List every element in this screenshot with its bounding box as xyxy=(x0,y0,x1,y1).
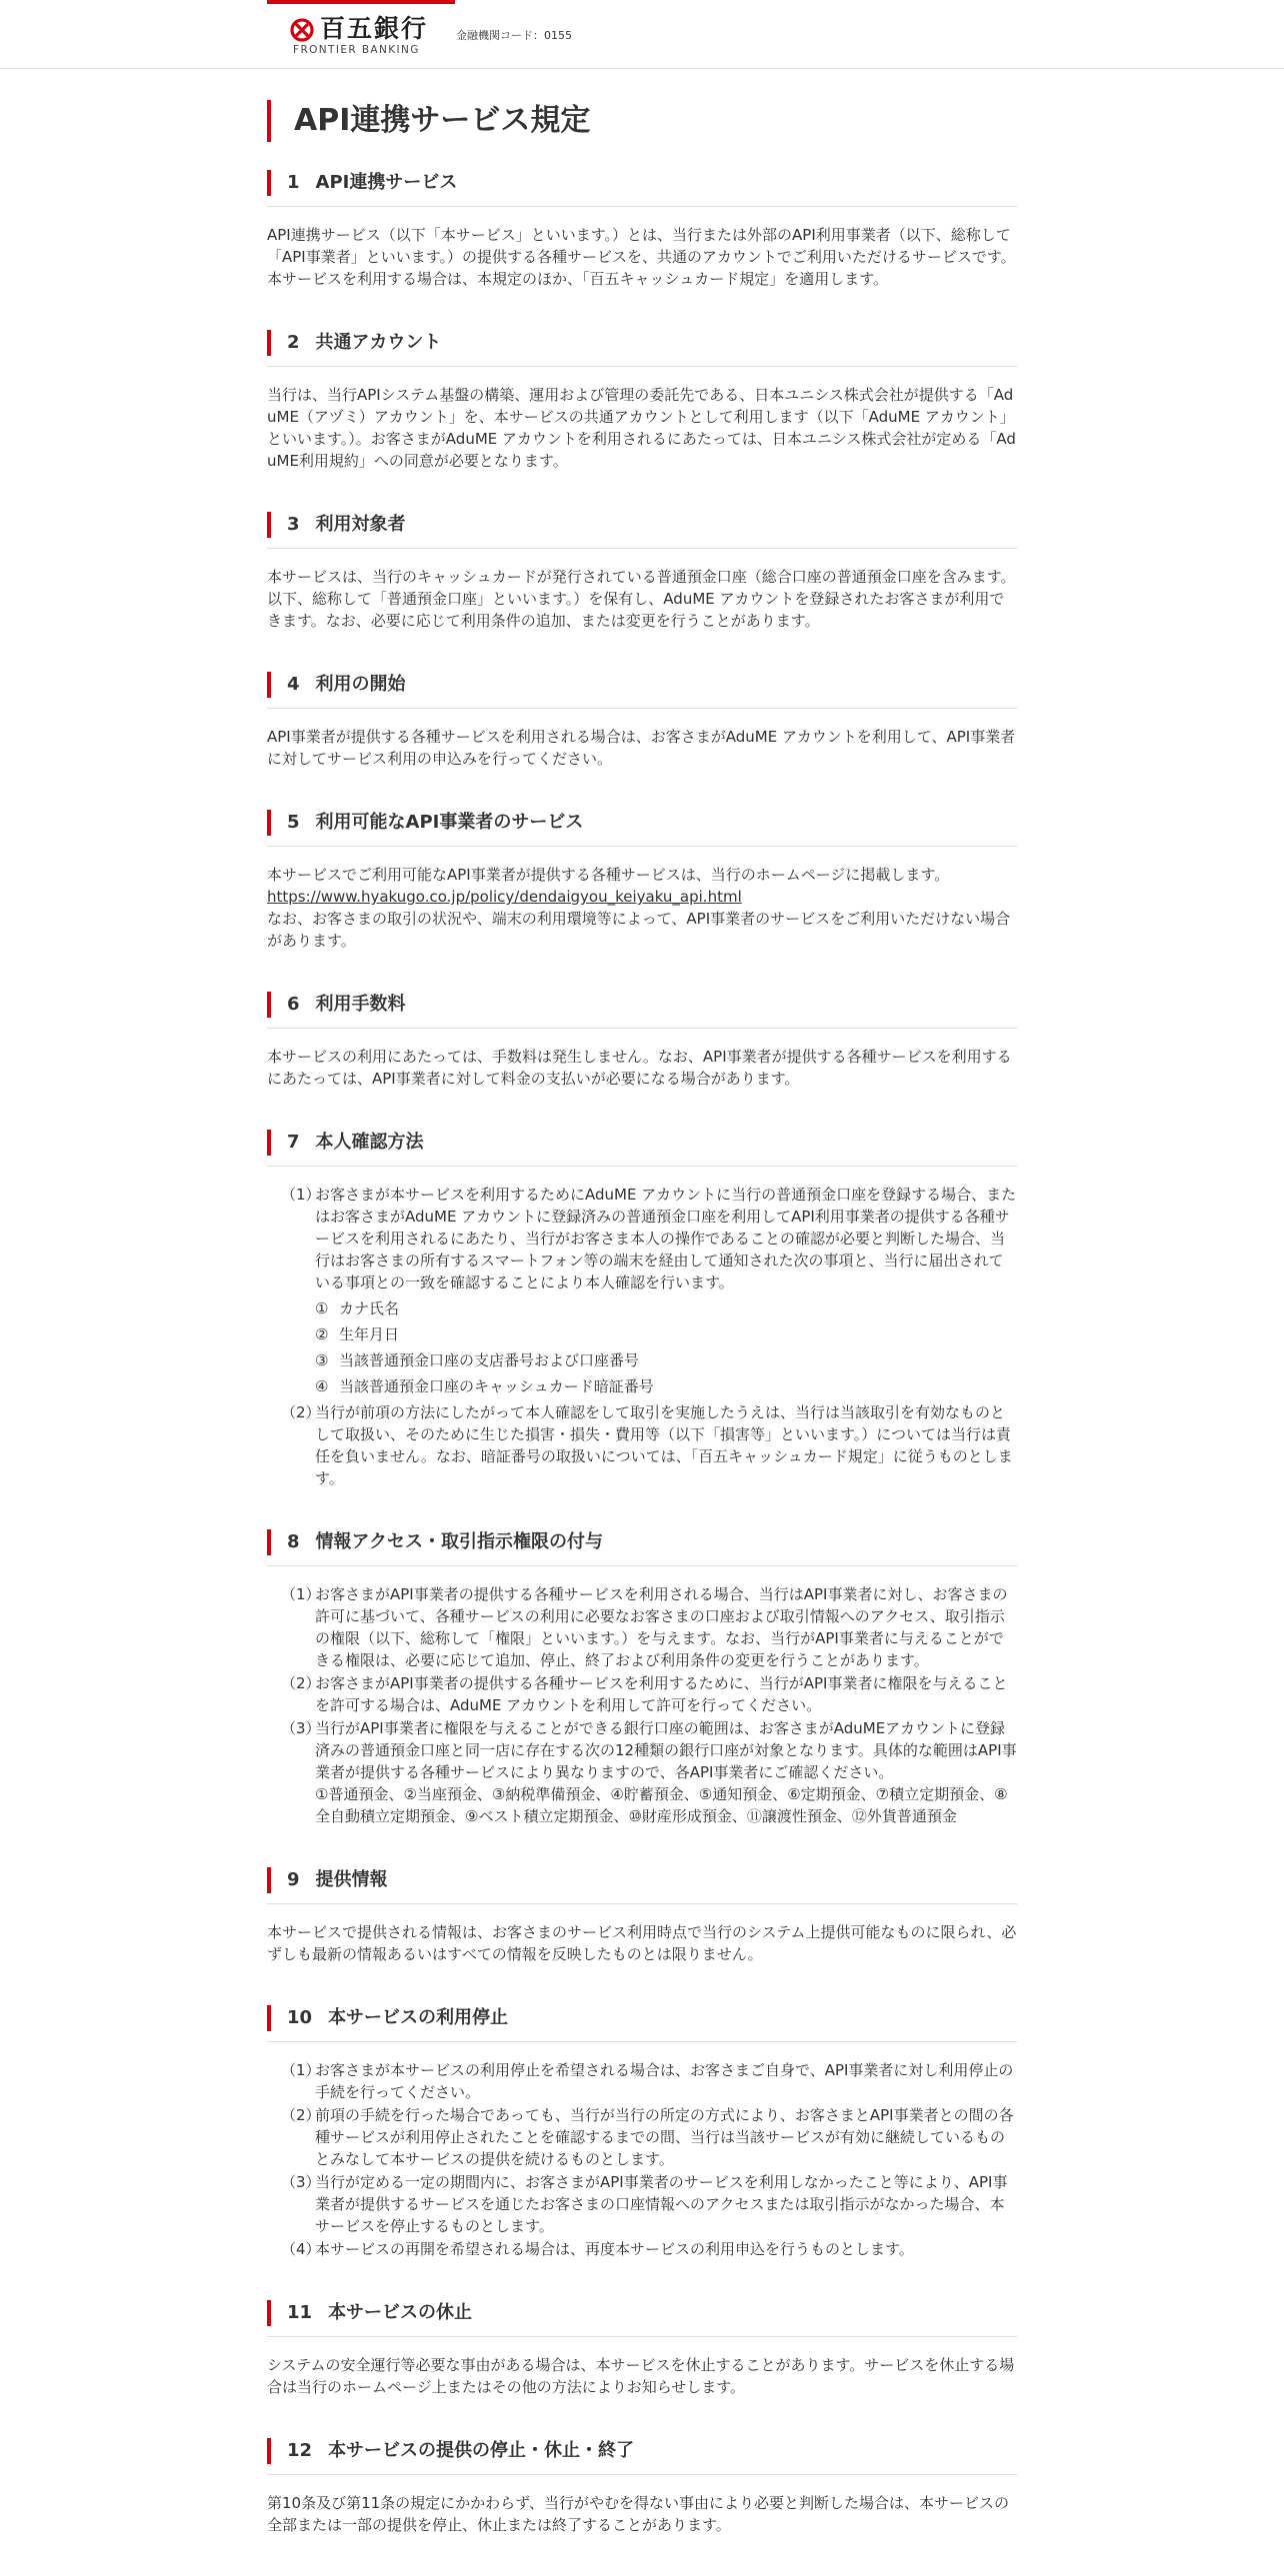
section-number: 11 xyxy=(287,2302,313,2323)
section-heading xyxy=(267,330,1017,356)
section-heading xyxy=(267,2300,1017,2326)
terms-section xyxy=(267,2438,1017,2536)
terms-section xyxy=(267,170,1017,290)
section-number: 5 xyxy=(287,812,300,833)
bank-code: 金融機関コード：0155 xyxy=(456,29,572,42)
list-item-number: （3） xyxy=(281,2173,321,2191)
list-item-note: ①普通預金、②当座預金、③納税準備預金、④貯蓄預金、⑤通知預金、⑥定期預金、⑦積立定期預金、⑧全自動積立定期預金、⑨ベスト積立定期預金、⑩財産形成預金、⑪譲渡性預金、⑫外貨普通預金 xyxy=(315,1785,1008,1825)
list-item-text: お客さまが本サービスの利用停止を希望される場合は、お客さまご自身で、API事業者に対し利用停止の手続を行ってください。 xyxy=(315,2061,1014,2101)
sub-list-item-text: 生年月日 xyxy=(339,1325,400,1343)
list-item-text: 当行が前項の方法にしたがって本人確認をして取引を実施したうえは、当行は当該取引を有効なものとして取扱い、そのために生じた損害・損失・費用等（以下「損害等」といいます。）については当行は責任を負いません。なお、暗証番号の取扱いについては、「百五キャッシュカード規定」に従うものとします。 xyxy=(315,1403,1013,1487)
section-divider xyxy=(267,1028,1017,1029)
sub-list-item-number: ③ xyxy=(315,1351,329,1369)
section-number: 10 xyxy=(287,2007,313,2028)
terms-sections xyxy=(267,170,1017,2536)
section-paragraph: 当行は、当行APIシステム基盤の構築、運用および管理の委託先である、日本ユニシス株式会社が提供する「AduME（アヅミ）アカウント」を、本サービスの共通アカウントとして利用します（以下「AduME アカウント」といいます。）。お客さまがAduME アカウントを利用されるにあたっては、日本ユニシス株式会社が定める「AduME利用規約」への同意が必要となります。 xyxy=(267,386,1016,470)
list-item-text: お客さまがAPI事業者の提供する各種サービスを利用するために、当行がAPI事業者に権限を与えることを許可する場合は、AduME アカウントを利用して許可を行ってください。 xyxy=(315,1674,1008,1714)
section-paragraph xyxy=(267,864,1017,952)
hyakugo-logo-mark-icon xyxy=(290,18,314,42)
section-title: 本人確認方法 xyxy=(315,1132,424,1153)
section-number: 12 xyxy=(287,2440,313,2461)
sub-list-item xyxy=(315,1349,1017,1371)
terms-section xyxy=(267,672,1017,770)
numbered-list xyxy=(267,1583,1017,1827)
list-item-text: 前項の手続を行った場合であっても、当行が当行の所定の方式により、お客さまとAPI事業者との間の各種サービスが利用停止されたことを確認するまでの間、当行は当該サービスが有効に継続しているものとみなして本サービスの提供を続けるものとします。 xyxy=(315,2106,1014,2168)
section-paragraph: 第10条及び第11条の規定にかかわらず、当行がやむを得ない事由により必要と判断した場合は、本サービスの全部または一部の提供を停止、休止または終了することがあります。 xyxy=(267,2494,1009,2534)
section-title: 提供情報 xyxy=(315,1869,388,1890)
section-paragraph: API事業者が提供する各種サービスを利用される場合は、お客さまがAduME アカウントを利用して、API事業者に対してサービス利用の申込みを行ってください。 xyxy=(267,728,1016,768)
list-item xyxy=(267,1401,1017,1489)
list-item xyxy=(267,2104,1017,2170)
terms-section xyxy=(267,2005,1017,2260)
section-title: 利用の開始 xyxy=(315,674,406,695)
section-paragraph: 本サービスは、当行のキャッシュカードが発行されている普通預金口座（総合口座の普通預金口座を含みます。以下、総称して「普通預金口座」といいます。）を保有し、AduME アカウントを登録されたお客さまが利用できます。なお、必要に応じて利用条件の追加、または変更を行うことがあります。 xyxy=(267,568,1016,630)
section-number: 3 xyxy=(287,514,300,535)
section-divider xyxy=(267,548,1017,549)
sub-list-item-text: 当該普通預金口座のキャッシュカード暗証番号 xyxy=(339,1377,654,1395)
sub-list-item xyxy=(315,1323,1017,1345)
sub-list-item-number: ② xyxy=(315,1325,329,1343)
numbered-list xyxy=(267,2059,1017,2260)
list-item-text: 当行が定める一定の期間内に、お客さまがAPI事業者のサービスを利用しなかったこと等により、API事業者が提供するサービスを通じたお客さまの口座情報へのアクセスまたは取引指示がなかった場合、本サービスを停止するものとします。 xyxy=(315,2173,1008,2235)
header-accent-bar xyxy=(267,0,455,4)
terms-section xyxy=(267,2300,1017,2398)
terms-section xyxy=(267,1529,1017,1827)
list-item-number: （2） xyxy=(281,1403,321,1421)
section-divider xyxy=(267,846,1017,847)
section-divider xyxy=(267,2474,1017,2475)
section-title: 本サービスの休止 xyxy=(328,2302,473,2323)
section-heading xyxy=(267,2438,1017,2464)
terms-section xyxy=(267,330,1017,472)
sub-list-item-text: カナ氏名 xyxy=(339,1299,400,1317)
section-title: 利用手数料 xyxy=(315,994,406,1015)
list-item-number: （1） xyxy=(281,1585,321,1603)
section-heading xyxy=(267,1130,1017,1156)
section-heading xyxy=(267,512,1017,538)
section-divider xyxy=(267,708,1017,709)
terms-section xyxy=(267,810,1017,952)
logo-japanese-text: 百五銀行 xyxy=(320,14,429,43)
section-heading xyxy=(267,1529,1017,1555)
list-item-number: （4） xyxy=(281,2240,321,2258)
list-item-text: お客さまが本サービスを利用するためにAduME アカウントに当行の普通預金口座を登録する場合、またはお客さまがAduME アカウントに登録済みの普通預金口座を利用してAPI利用事業者の提供する各種サービスを利用されるにあたり、当行がお客さま本人の操作であることの確認が必要と判断した場合、当行はお客さまの所有するスマートフォン等の端末を経由して通知された次の事項と、当行に届出されている事項との一致を確認することにより本人確認を行います。 xyxy=(315,1186,1017,1291)
section-divider xyxy=(267,1903,1017,1904)
list-item-text: 本サービスの再開を希望される場合は、再度本サービスの利用申込を行うものとします。 xyxy=(315,2240,914,2258)
terms-content xyxy=(267,100,1017,2576)
section-paragraph: 本サービスで提供される情報は、お客さまのサービス利用時点で当行のシステム上提供可能なものに限られ、必ずしも最新の情報あるいはすべての情報を反映したものとは限りません。 xyxy=(267,1923,1017,1963)
section-paragraph: システムの安全運行等必要な事由がある場合は、本サービスを休止することがあります。サービスを休止する場合は当行のホームページ上またはその他の方法によりお知らせします。 xyxy=(267,2356,1015,2396)
section-heading xyxy=(267,992,1017,1018)
logo-english-text: FRONTIER BANKING xyxy=(293,44,420,56)
list-item xyxy=(267,1184,1017,1397)
section-title: 利用対象者 xyxy=(315,514,406,535)
section-number: 7 xyxy=(287,1132,300,1153)
section-heading xyxy=(267,1867,1017,1893)
terms-section xyxy=(267,1867,1017,1965)
list-item xyxy=(267,1717,1017,1827)
policy-link[interactable]: https://www.hyakugo.co.jp/policy/dendaigyou_keiyaku_api.html xyxy=(267,888,742,906)
section-title: 共通アカウント xyxy=(315,332,442,353)
list-item xyxy=(267,2171,1017,2237)
terms-section xyxy=(267,1130,1017,1489)
section-divider xyxy=(267,366,1017,367)
list-item-number: （2） xyxy=(281,1674,321,1692)
section-divider xyxy=(267,206,1017,207)
section-divider xyxy=(267,2041,1017,2042)
section-heading xyxy=(267,170,1017,196)
bank-logo[interactable] xyxy=(290,16,440,58)
paragraph-text: なお、お客さまの取引の状況や、端末の利用環境等によって、API事業者のサービスをご利用いただけない場合があります。 xyxy=(267,910,1011,950)
list-item-text: 当行がAPI事業者に権限を与えることができる銀行口座の範囲は、お客さまがAduMEアカウントに登録済みの普通預金口座と同一店に存在する次の12種類の銀行口座が対象となります。具体的な範囲はAPI事業者が提供する各種サービスにより異なりますので、各API事業者にご確認ください。 xyxy=(315,1719,1017,1781)
list-item-number: （1） xyxy=(281,1186,321,1204)
list-item xyxy=(267,1672,1017,1716)
section-title: 本サービスの提供の停止・休止・終了 xyxy=(328,2440,635,2461)
sub-list-item xyxy=(315,1375,1017,1397)
section-number: 6 xyxy=(287,994,300,1015)
list-item-number: （1） xyxy=(281,2061,321,2079)
section-title: 情報アクセス・取引指示権限の付与 xyxy=(315,1531,603,1552)
terms-section xyxy=(267,512,1017,632)
section-heading xyxy=(267,672,1017,698)
section-paragraph: 本サービスの利用にあたっては、手数料は発生しません。なお、API事業者が提供する各種サービスを利用するにあたっては、API事業者に対して料金の支払いが必要になる場合があります。 xyxy=(267,1048,1012,1088)
section-divider xyxy=(267,1166,1017,1167)
paragraph-text: 本サービスでご利用可能なAPI事業者が提供する各種サービスは、当行のホームページに掲載します。 xyxy=(267,866,950,884)
section-heading xyxy=(267,2005,1017,2031)
terms-section xyxy=(267,992,1017,1090)
section-divider xyxy=(267,2336,1017,2337)
section-divider xyxy=(267,1565,1017,1566)
list-item xyxy=(267,1583,1017,1671)
sub-list-item-text: 当該普通預金口座の支店番号および口座番号 xyxy=(339,1351,640,1369)
section-title: API連携サービス xyxy=(315,172,458,193)
list-item xyxy=(267,2059,1017,2103)
section-number: 4 xyxy=(287,674,300,695)
list-item-text: お客さまがAPI事業者の提供する各種サービスを利用される場合、当行はAPI事業者に対し、お客さまの許可に基づいて、各種サービスの利用に必要なお客さまの口座および取引情報へのアクセス、取引指示の権限（以下、総称して「権限」といいます。）を与えます。なお、当行がAPI事業者に与えることができる権限は、必要に応じて追加、停止、終了および利用条件の変更を行うことがあります。 xyxy=(315,1585,1008,1669)
section-number: 9 xyxy=(287,1869,300,1890)
section-paragraph: API連携サービス（以下「本サービス」といいます。）とは、当行または外部のAPI利用事業者（以下、総称して「API事業者」といいます。）の提供する各種サービスを、共通のアカウントでご利用いただけるサービスです。本サービスを利用する場合は、本規定のほか、「百五キャッシュカード規定」を適用します。 xyxy=(267,226,1016,288)
section-title: 利用可能なAPI事業者のサービス xyxy=(315,812,584,833)
sub-list-item-number: ④ xyxy=(315,1377,329,1395)
section-title: 本サービスの利用停止 xyxy=(328,2007,509,2028)
list-item-number: （2） xyxy=(281,2106,321,2124)
section-heading xyxy=(267,810,1017,836)
list-item xyxy=(267,2238,1017,2260)
section-number: 1 xyxy=(287,172,300,193)
page-title: API連携サービス規定 xyxy=(267,100,1017,142)
numbered-list xyxy=(267,1184,1017,1489)
site-header xyxy=(0,0,1284,69)
sub-list-item xyxy=(315,1297,1017,1319)
sub-list-item-number: ① xyxy=(315,1299,329,1317)
section-number: 2 xyxy=(287,332,300,353)
list-item-number: （3） xyxy=(281,1719,321,1737)
section-number: 8 xyxy=(287,1531,300,1552)
